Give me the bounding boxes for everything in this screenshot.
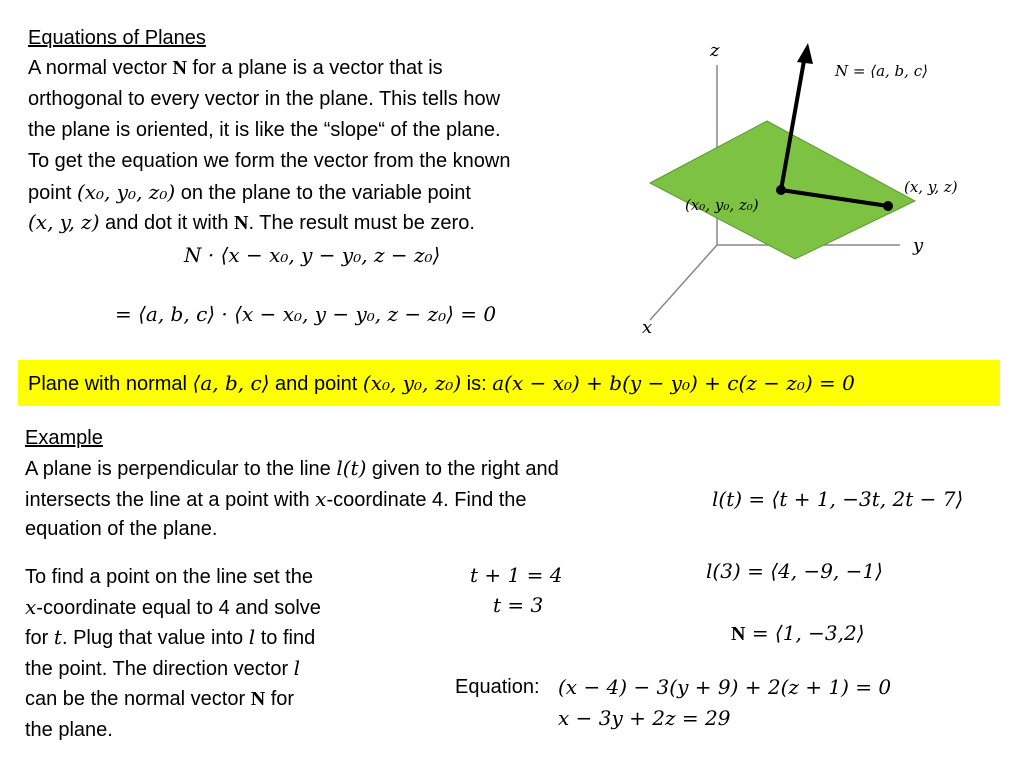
equation-t-plus-1: t + 1 = 4	[470, 563, 563, 587]
solution-line-6: the plane.	[25, 719, 113, 741]
formula-highlight-box	[18, 360, 1000, 406]
highlight-normal: ⟨a, b, c⟩	[192, 371, 270, 395]
x-variable: x	[315, 487, 327, 511]
solution-text: . Plug that value into	[61, 627, 249, 649]
dot-product-expanded: = ⟨a, b, c⟩ · ⟨x − x₀, y − y₀, z − z₀⟩ = 0	[115, 302, 497, 326]
formula-highlight-text	[28, 368, 855, 399]
intro-text: A normal vector	[28, 57, 173, 79]
normal-symbol: N	[250, 688, 266, 710]
intro-line-4: To get the equation we form the vector from the known	[28, 150, 511, 172]
intro-line-1	[28, 53, 443, 83]
normal-arrowhead	[797, 43, 813, 64]
normal-components: = ⟨1, −3,2⟩	[751, 621, 865, 645]
plane-equation-final: x − 3y + 2z = 29	[558, 706, 731, 730]
plane-equation: a(x − x₀) + b(y − y₀) + c(z − z₀) = 0	[492, 371, 855, 395]
equation-t-equals-3: t = 3	[493, 593, 544, 617]
example-text: A plane is perpendicular to the line	[25, 458, 337, 480]
plane-equation-expanded: (x − 4) − 3(y + 9) + 2(z + 1) = 0	[558, 675, 892, 699]
example-text: -coordinate 4. Find the	[326, 489, 527, 511]
highlight-text: and point	[269, 373, 363, 395]
intro-text: . The result must be zero.	[248, 212, 475, 234]
axis-label-y: y	[913, 235, 924, 256]
t-variable: t	[53, 625, 62, 649]
point-label: (x, y, z)	[904, 178, 958, 196]
solution-text: for	[25, 627, 54, 649]
solution-line-5	[25, 684, 294, 714]
point-zero-dot	[776, 185, 786, 195]
dot-product-equation: N · ⟨x − x₀, y − y₀, z − z₀⟩	[184, 243, 441, 267]
l-variable: l	[248, 625, 256, 649]
intro-text: for a plane is a vector that is	[186, 57, 443, 79]
line-at-3: l(3) = ⟨4, −9, −1⟩	[706, 559, 883, 583]
intro-line-5	[28, 177, 471, 208]
intro-line-3: the plane is oriented, it is like the “slope“ of the plane.	[28, 119, 501, 141]
intro-text: and dot it with	[99, 212, 235, 234]
point0-math: (x₀, y₀, z₀)	[76, 180, 176, 204]
solution-text: -coordinate equal to 4 and solve	[36, 597, 321, 619]
solution-text: can be the normal vector	[25, 688, 251, 710]
equation-label: Equation:	[455, 676, 540, 698]
plane-diagram	[630, 35, 1010, 345]
normal-symbol: N	[172, 57, 187, 79]
solution-line-2	[25, 592, 321, 623]
section-heading: Equations of Planes	[28, 27, 206, 49]
solution-text: to find	[255, 627, 316, 649]
solution-line-3	[25, 622, 315, 653]
solution-text: the point. The direction vector	[25, 658, 294, 680]
highlight-point: (x₀, y₀, z₀)	[362, 371, 462, 395]
axis-label-z: z	[710, 40, 720, 61]
highlight-text: is:	[461, 373, 493, 395]
example-heading: Example	[25, 427, 103, 449]
example-line-1	[25, 453, 559, 484]
highlight-text: Plane with normal	[28, 373, 193, 395]
solution-line-1: To find a point on the line set the	[25, 566, 313, 588]
point-math: (x, y, z)	[28, 210, 100, 234]
line-function: l(t)	[336, 456, 367, 480]
normal-label: N = ⟨a, b, c⟩	[835, 62, 928, 80]
point-zero-label: (x₀, y₀, z₀)	[685, 196, 759, 214]
normal-value	[731, 618, 865, 649]
example-line-2	[25, 484, 527, 515]
solution-text: for	[265, 688, 295, 710]
solution-line-4	[25, 653, 300, 684]
x-variable: x	[25, 595, 37, 619]
intro-line-2: orthogonal to every vector in the plane. This tells how	[28, 88, 501, 110]
normal-symbol: N	[731, 623, 746, 645]
normal-symbol: N	[234, 212, 249, 234]
axis-label-x: x	[642, 317, 653, 338]
example-line-3: equation of the plane.	[25, 518, 218, 540]
x-axis	[650, 245, 717, 320]
example-text: given to the right and	[366, 458, 559, 480]
line-definition: l(t) = ⟨t + 1, −3t, 2t − 7⟩	[712, 487, 964, 511]
point-xyz-dot	[883, 201, 893, 211]
intro-text: point	[28, 182, 77, 204]
intro-line-6	[28, 207, 475, 238]
intro-text: on the plane to the variable point	[175, 182, 471, 204]
l-variable: l	[293, 656, 301, 680]
example-text: intersects the line at a point with	[25, 489, 316, 511]
